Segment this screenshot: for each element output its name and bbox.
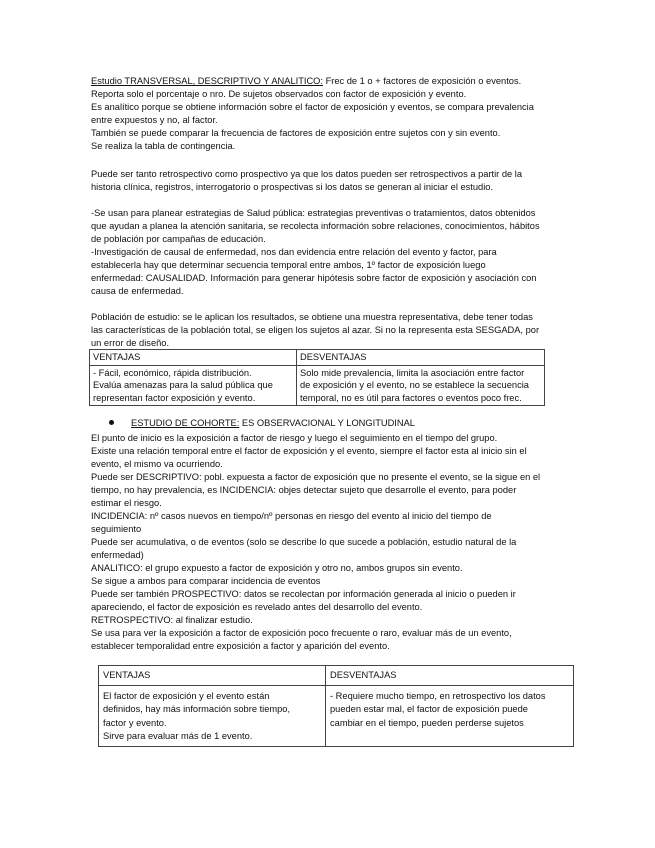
cohorte-heading: ESTUDIO DE COHORTE: <box>131 418 240 428</box>
cell-line: temporal, no es útil para factores o eventos poco frec. <box>300 392 522 403</box>
text-line: seguimiento <box>91 524 142 534</box>
cohorte-heading-rest: ES OBSERVACIONAL Y LONGITUDINAL <box>239 418 415 428</box>
text-line: El punto de inicio es la exposición a factor de riesgo y luego el seguimiento en el tiempo del grupo. <box>91 433 498 443</box>
transversal-heading: Estudio TRANSVERSAL, DESCRIPTIVO Y ANALITICO: <box>91 76 323 86</box>
cell-line: Solo mide prevalencia, limita la asociación entre factor <box>300 367 525 378</box>
text-line: Se sigue a ambos para comparar incidencia de eventos <box>91 576 321 586</box>
cell-line: Evalúa amenazas para la salud pública que <box>93 380 273 391</box>
text-line: las características de la población total, se eligen los sujetos al azar. Si no la representa esta SESGADA, por <box>91 325 540 335</box>
cell-line: - Requiere mucho tiempo, en retrospectivo los datos <box>330 690 546 701</box>
text-line: evento, el mismo va ocurriendo. <box>91 459 223 469</box>
table-header-cell: DESVENTAJAS <box>326 666 574 686</box>
table-cell <box>99 685 326 746</box>
text-line: También se puede comparar la frecuencia de factores de exposición entre sujetos con y sin evento. <box>91 128 501 138</box>
cohorte-heading-line <box>131 417 415 430</box>
table-header-row <box>99 666 574 686</box>
cell-line: definidos, hay más información sobre tiempo, <box>103 704 291 715</box>
text-line: estimar el riesgo. <box>91 498 162 508</box>
cell-line: El factor de exposición y el evento están <box>103 690 270 701</box>
table-cell <box>297 365 545 406</box>
text-line: causa de enfermedad. <box>91 286 184 296</box>
text-line: Puede ser DESCRIPTIVO: pobl. expuesta a factor de exposición que no presente el evento, se la sigue en el <box>91 472 541 482</box>
table-header-cell: VENTAJAS <box>99 666 326 686</box>
cell-line: cambiar en el tiempo, pueden perderse sujetos <box>330 717 524 728</box>
text-line: un error de diseño. <box>91 338 170 348</box>
text-line: Es analítico porque se obtiene información sobre el factor de exposición y eventos, se compara prevalencia <box>91 102 534 112</box>
text-line: Puede ser acumulativa, o de eventos (solo se describe lo que sucede a población, estudio natural de la <box>91 537 517 547</box>
text-line: apareciendo, el factor de exposición es revelado antes del desarrollo del evento. <box>91 602 423 612</box>
cell-line: Sirve para evaluar más de 1 evento. <box>103 731 253 742</box>
text-line: Reporta solo el porcentaje o nro. De sujetos observados con factor de exposición y evento. <box>91 89 467 99</box>
transversal-table <box>89 349 545 406</box>
text-line: -Se usan para planear estrategias de Salud pública: estrategias preventivas o tratamientos, datos obtenidos <box>91 208 536 218</box>
text-line: -Investigación de causal de enfermedad, nos dan evidencia entre relación del evento y factor, para <box>91 247 497 257</box>
text-line: ANALITICO: el grupo expuesto a factor de exposición y otro no, ambos grupos sin evento. <box>91 563 463 573</box>
table-row <box>99 685 574 746</box>
table-header-cell: DESVENTAJAS <box>297 350 545 366</box>
text-line: historia clínica, registros, interrogatorio o prospectivas si los datos se generan al iniciar el estudio. <box>91 182 494 192</box>
bullet-icon <box>109 420 114 425</box>
table-header-row <box>90 350 545 366</box>
text-line: Población de estudio: se le aplican los resultados, se obtiene una muestra representativa, debe tener todas <box>91 312 533 322</box>
transversal-heading-line <box>91 75 521 88</box>
table-cell <box>326 685 574 746</box>
text-line: tiempo, no hay prevalencia, es INCIDENCIA: objes detectar sujeto que desarrolle el evento, para poder <box>91 485 517 495</box>
text-line: que ayudan a planea la atención sanitaria, se recolecta información sobre relaciones, conocimientos, hábitos <box>91 221 540 231</box>
text-line: entre expuestos y no, al factor. <box>91 115 218 125</box>
text-line: establecerla hay que determinar secuencia temporal entre ambos, 1º factor de exposición luego <box>91 260 486 270</box>
text-line: Puede ser tanto retrospectivo como prospectivo ya que los datos pueden ser retrospectivos a partir de la <box>91 169 522 179</box>
text-line: Puede ser también PROSPECTIVO: datos se recolectan por información generada al inicio o pueden ir <box>91 589 516 599</box>
text-line: Se usa para ver la exposición a factor de exposición poco frecuente o raro, evaluar más de un evento, <box>91 628 512 638</box>
table-row <box>90 365 545 406</box>
text-line: establecer temporalidad entre exposición a factor y aparición del evento. <box>91 641 390 651</box>
text-line: enfermedad) <box>91 550 144 560</box>
transversal-heading-rest: Frec de 1 o + factores de exposición o eventos. <box>323 76 522 86</box>
cell-line: - Fácil, económico, rápida distribución. <box>93 367 252 378</box>
cell-line: pueden estar mal, el factor de exposición puede <box>330 704 528 715</box>
text-line: Se realiza la tabla de contingencia. <box>91 141 236 151</box>
table-header-cell: VENTAJAS <box>90 350 297 366</box>
cohorte-table <box>98 665 574 747</box>
text-line: enfermedad: CAUSALIDAD. Información para generar hipótesis sobre factor de exposición y asociación con <box>91 273 537 283</box>
table-cell <box>90 365 297 406</box>
cell-line: representan factor exposición y evento. <box>93 392 256 403</box>
cell-line: de exposición y el evento, no se establece la secuencia <box>300 380 529 391</box>
cell-line: factor y evento. <box>103 717 167 728</box>
text-line: RETROSPECTIVO: al finalizar estudio. <box>91 615 253 625</box>
text-line: INCIDENCIA: nº casos nuevos en tiempo/nº personas en riesgo del evento al inicio del tiempo de <box>91 511 492 521</box>
text-line: de población por campañas de educación. <box>91 234 266 244</box>
text-line: Existe una relación temporal entre el factor de exposición y el evento, siempre el factor esta al inicio sin el <box>91 446 527 456</box>
